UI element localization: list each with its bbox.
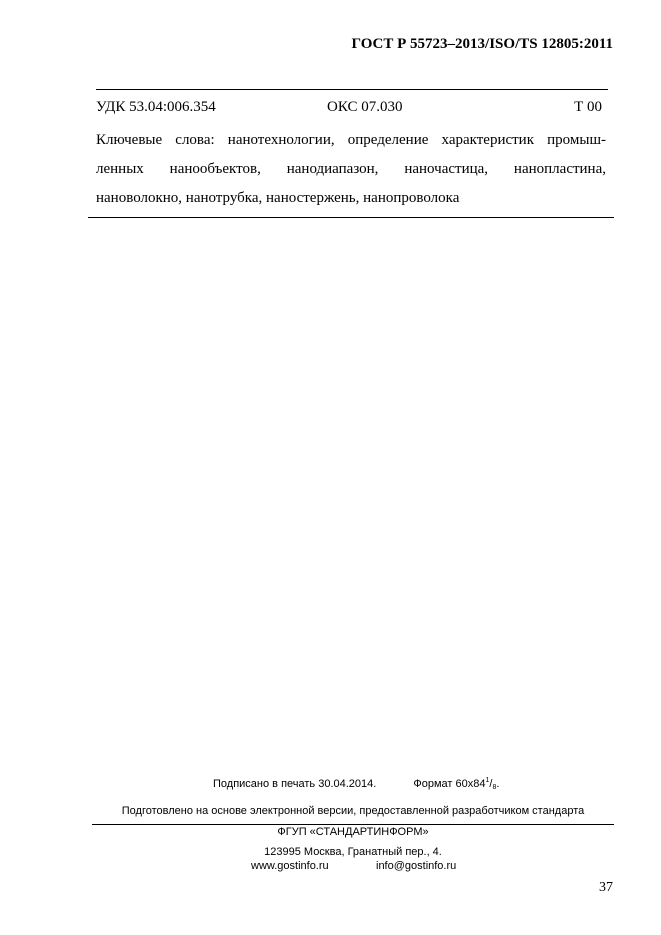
print-info bbox=[213, 777, 499, 791]
format-end: . bbox=[496, 778, 500, 790]
page-number: 37 bbox=[599, 880, 613, 895]
classifier-code: Т 00 bbox=[574, 99, 602, 115]
bottom-divider bbox=[88, 217, 614, 218]
oks-code: ОКС 07.030 bbox=[327, 99, 403, 115]
publisher-email[interactable]: info@gostinfo.ru bbox=[376, 860, 457, 872]
signed-date: Подписано в печать 30.04.2014. bbox=[213, 778, 377, 790]
paper-format: Формат $60х84^1/_8$. bbox=[413, 777, 500, 791]
format-label: Формат 60х84 bbox=[413, 778, 486, 790]
publisher-website[interactable]: www.gostinfo.ru bbox=[251, 860, 329, 872]
udk-code: УДК 53.04:006.354 bbox=[96, 99, 216, 115]
prepared-note: Подготовлено на основе электронной версии, предоставленной разработчиком стандарта bbox=[121, 805, 585, 817]
publisher-address: 123995 Москва, Гранатный пер., 4. bbox=[264, 846, 442, 858]
classification-line bbox=[96, 99, 608, 119]
publisher-name: ФГУП «СТАНДАРТИНФОРМ» bbox=[277, 826, 429, 838]
top-divider bbox=[96, 89, 608, 90]
format-sub: 8 bbox=[492, 784, 497, 791]
document-header: ГОСТ Р 55723–2013/ISO/TS 12805:2011 bbox=[351, 36, 613, 52]
format-sup: 1 bbox=[485, 777, 490, 784]
keywords-paragraph: Ключевые слова: нанотехнологии, определение характеристик промыш-ленных нанообъектов, нанодиапазон, наночастица, нанопластина, нановолокно, нанотрубка, наностержень, нанопроволока bbox=[96, 132, 606, 206]
footer-divider bbox=[92, 824, 614, 825]
